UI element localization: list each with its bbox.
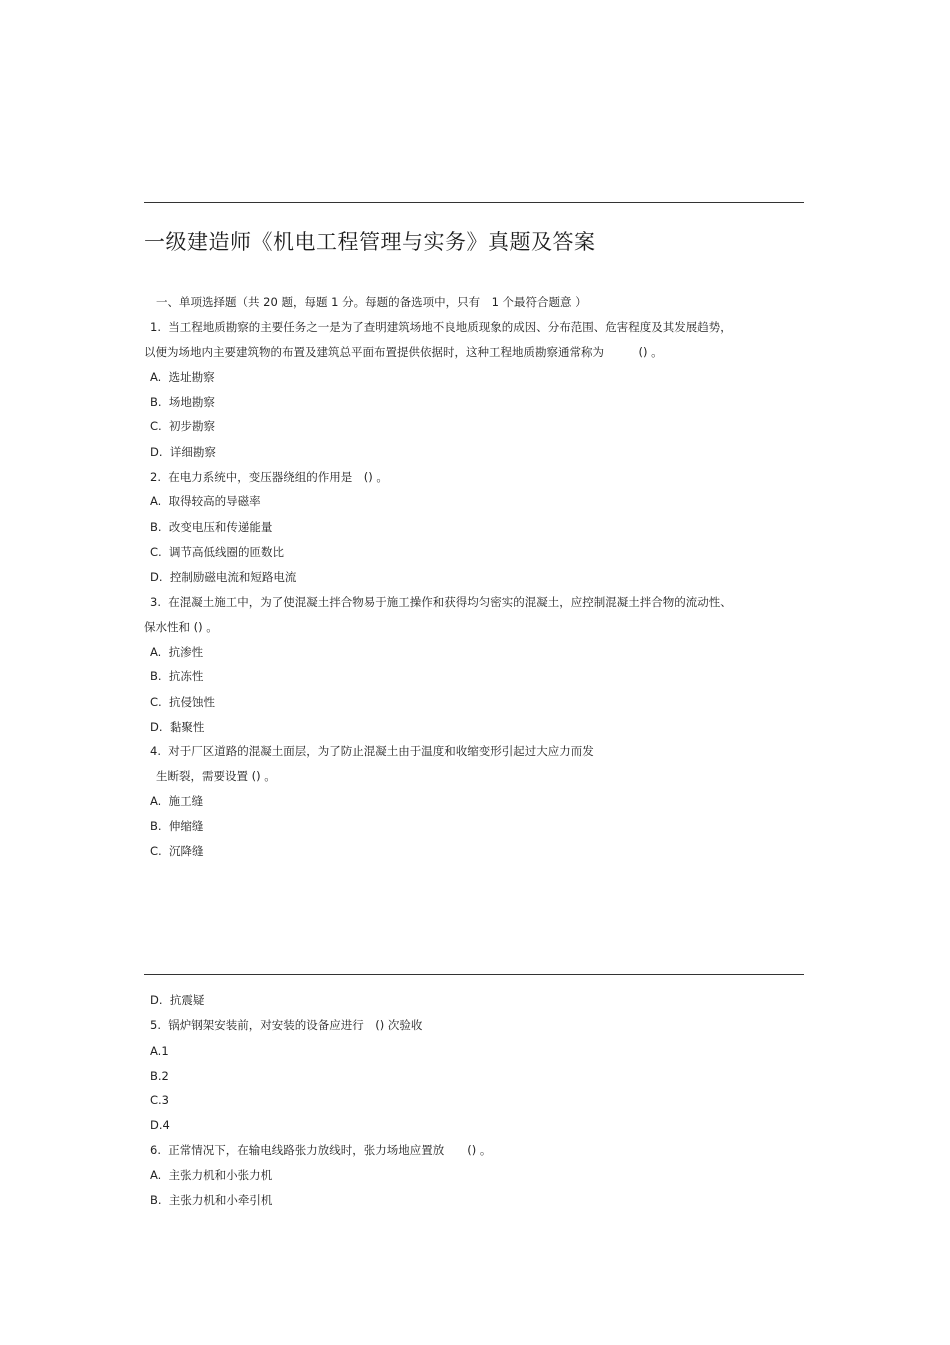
question-4-option-b: B. 伸缩缝: [150, 819, 204, 833]
question-1-option-c: C. 初步勘察: [150, 419, 215, 433]
question-6-option-b: B. 主张力机和小牵引机: [150, 1193, 273, 1207]
question-5-option-a: A.1: [150, 1044, 169, 1058]
question-6-option-a: A. 主张力机和小张力机: [150, 1168, 273, 1182]
question-6-line-1: 6. 正常情况下，在输电线路张力放线时，张力场地应置放 () 。: [150, 1143, 492, 1157]
question-2-line-1: 2. 在电力系统中，变压器绕组的作用是 () 。: [150, 470, 388, 484]
page-break-rule: [144, 974, 804, 975]
question-3-option-c: C. 抗侵蚀性: [150, 695, 215, 709]
question-4-line-1: 4. 对于厂区道路的混凝土面层，为了防止混凝土由于温度和收缩变形引起过大应力而发: [150, 744, 594, 758]
question-3-option-b: B. 抗冻性: [150, 669, 204, 683]
question-2-option-a: A. 取得较高的导磁率: [150, 494, 261, 508]
question-2-option-b: B. 改变电压和传递能量: [150, 520, 273, 534]
question-4-line-2: 生断裂，需要设置 () 。: [156, 769, 276, 783]
top-rule: [144, 202, 804, 203]
question-3-line-1: 3. 在混凝土施工中，为了使混凝土拌合物易于施工操作和获得均匀密实的混凝土，应控制混凝土拌合物的流动性、: [150, 595, 732, 609]
question-2-option-d: D. 控制励磁电流和短路电流: [150, 570, 297, 584]
question-1-option-a: A. 选址勘察: [150, 370, 215, 384]
question-1-option-b: B. 场地勘察: [150, 395, 215, 409]
question-4-option-a: A. 施工缝: [150, 794, 204, 808]
question-5-option-d: D.4: [150, 1118, 170, 1132]
question-3-option-a: A. 抗渗性: [150, 645, 204, 659]
question-2-option-c: C. 调节高低线圈的匝数比: [150, 545, 284, 559]
question-1-line-2: 以便为场地内主要建筑物的布置及建筑总平面布置提供依据时，这种工程地质勘察通常称为 () 。: [144, 345, 663, 359]
section-heading: 一、单项选择题（共 20 题，每题 1 分。每题的备选项中，只有 1 个最符合题意 ）: [156, 295, 587, 309]
question-4-option-c: C. 沉降缝: [150, 844, 204, 858]
question-5-option-b: B.2: [150, 1069, 169, 1083]
question-5-line-1: 5. 锅炉钢架安装前，对安装的设备应进行 () 次验收: [150, 1018, 423, 1032]
question-3-line-2: 保水性和 () 。: [144, 620, 218, 634]
page-title: 一级建造师《机电工程管理与实务》真题及答案: [144, 230, 596, 254]
question-4-option-d: D. 抗震疑: [150, 993, 205, 1007]
question-3-option-d: D. 黏聚性: [150, 720, 205, 734]
question-5-option-c: C.3: [150, 1093, 170, 1107]
question-1-option-d: D. 详细勘察: [150, 445, 216, 459]
question-1-line-1: 1. 当工程地质勘察的主要任务之一是为了查明建筑场地不良地质现象的成因、分布范围、危害程度及其发展趋势，: [150, 320, 732, 334]
